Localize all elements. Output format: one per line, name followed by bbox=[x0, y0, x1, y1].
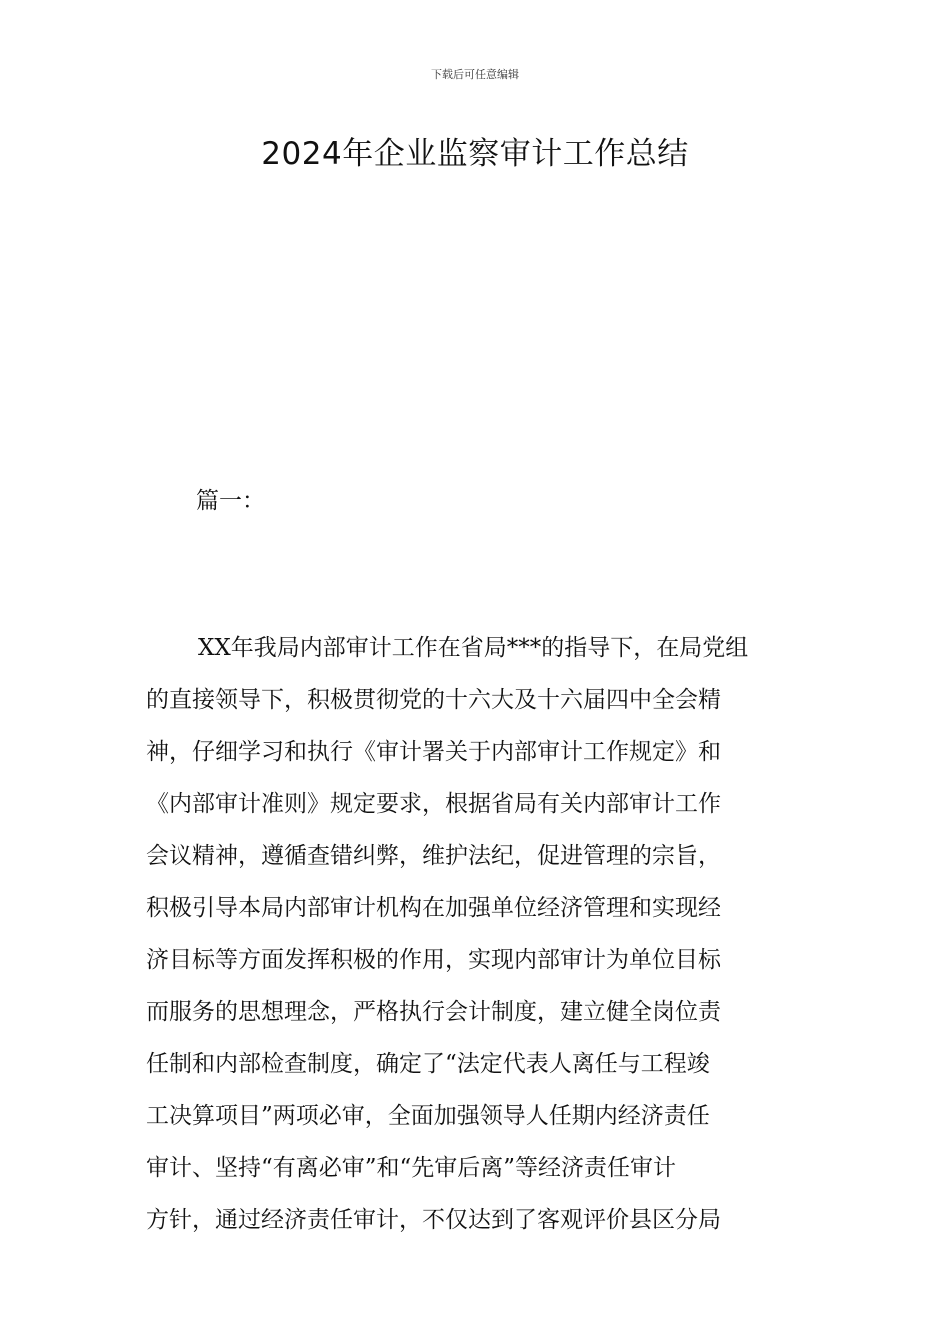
body-line: 会议精神，遵循查错纠弊，维护法纪，促进管理的宗旨， bbox=[146, 843, 721, 869]
section-label: 篇一： bbox=[196, 488, 265, 514]
body-line: XX年我局内部审计工作在省局***的指导下，在局党组 bbox=[198, 635, 749, 661]
body-line: 任制和内部检查制度，确定了“法定代表人离任与工程竣 bbox=[146, 1051, 710, 1077]
body-line: 神，仔细学习和执行《审计署关于内部审计工作规定》和 bbox=[146, 739, 721, 765]
body-paragraph bbox=[146, 627, 826, 1251]
body-line: 而服务的思想理念，严格执行会计制度，建立健全岗位责 bbox=[146, 999, 721, 1025]
body-line: 济目标等方面发挥积极的作用，实现内部审计为单位目标 bbox=[146, 947, 721, 973]
body-line: 审计、坚持“有离必审”和“先审后离”等经济责任审计 bbox=[146, 1155, 677, 1181]
header-note: 下载后可任意编辑 bbox=[431, 68, 519, 81]
document-title: 2024年企业监察审计工作总结 bbox=[261, 136, 689, 172]
body-line: 《内部审计准则》规定要求，根据省局有关内部审计工作 bbox=[146, 791, 721, 817]
body-line: 的直接领导下，积极贯彻党的十六大及十六届四中全会精 bbox=[146, 687, 721, 713]
body-line: 工决算项目”两项必审，全面加强领导人任期内经济责任 bbox=[146, 1103, 710, 1129]
body-line: 积极引导本局内部审计机构在加强单位经济管理和实现经 bbox=[146, 895, 721, 921]
body-line: 方针，通过经济责任审计，不仅达到了客观评价县区分局 bbox=[146, 1207, 721, 1233]
